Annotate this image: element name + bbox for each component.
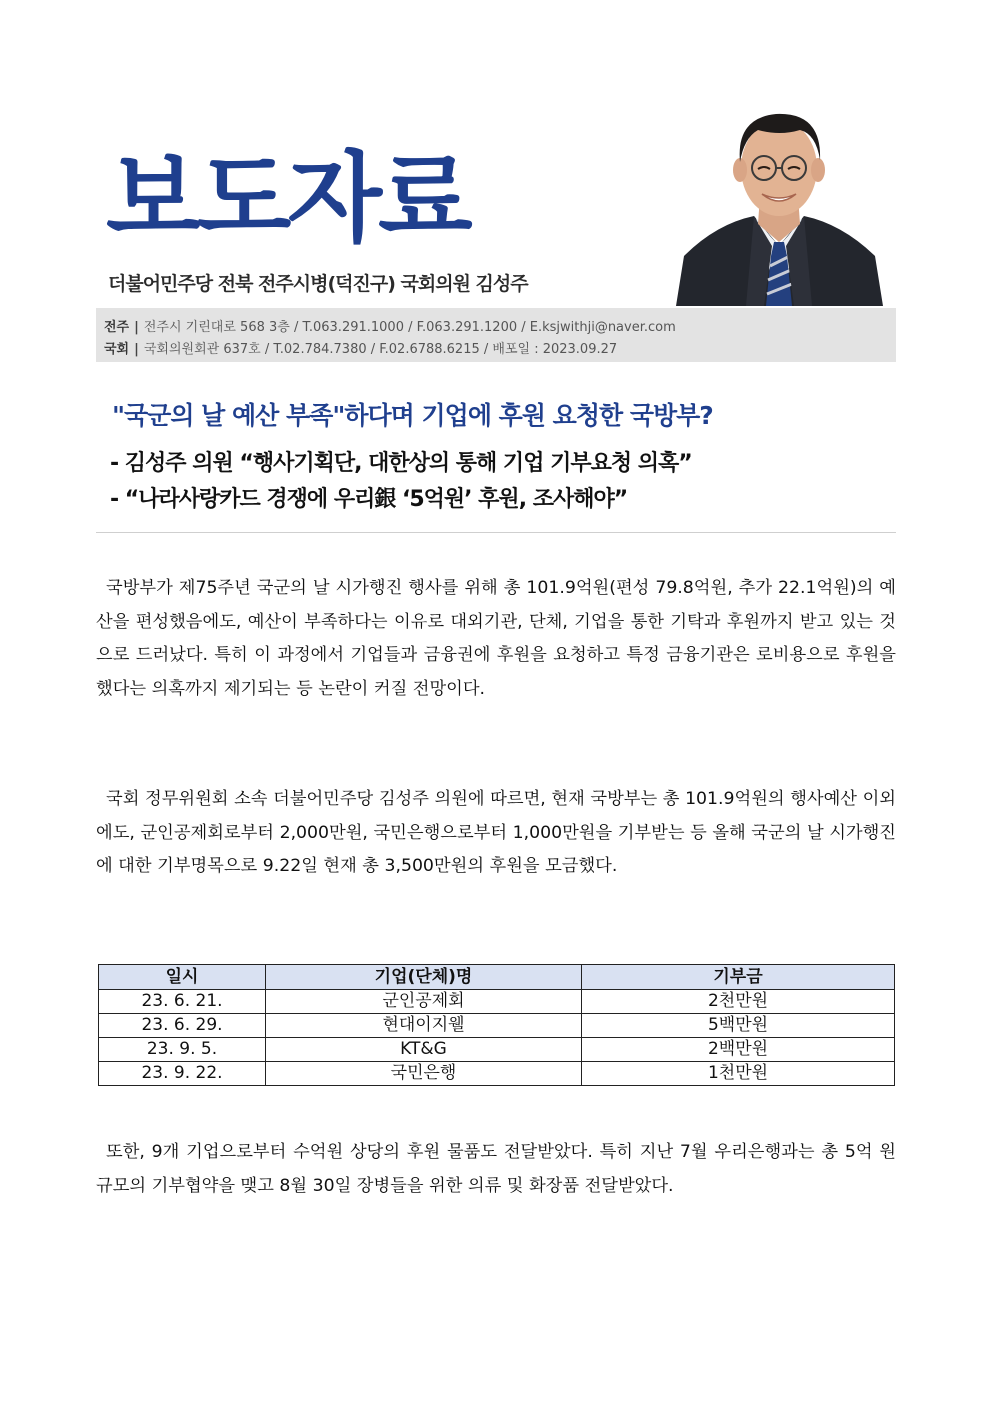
table-row [99,1062,895,1086]
subheadline-1: - 김성주 의원 “행사기획단, 대한상의 통해 기업 기부요청 의혹” [110,451,692,476]
cell-amount: 5백만원 [582,1014,895,1038]
table-row [99,990,895,1014]
header-amount: 기부금 [582,965,895,990]
subheadline-2: - “나라사랑카드 경쟁에 우리銀 ‘5억원’ 후원, 조사해야” [110,487,628,512]
cell-date: 23. 6. 29. [99,1014,266,1038]
masthead-subtitle: 더불어민주당 전북 전주시병(덕진구) 국회의원 김성주 [108,273,528,295]
headline: "국군의 날 예산 부족"하다며 기업에 후원 요청한 국방부? [112,401,713,430]
cell-organization: 국민은행 [266,1062,582,1086]
cell-date: 23. 9. 22. [99,1062,266,1086]
cell-amount: 2천만원 [582,990,895,1014]
header-organization: 기업(단체)명 [266,965,582,990]
cell-date: 23. 9. 5. [99,1038,266,1062]
divider [96,532,896,533]
cell-organization: 현대이지웰 [266,1014,582,1038]
contact-jeonju: 전주 | 전주시 기린대로 568 3층 / T.063.291.1000 / F.063.291.1200 / E.ksjwithji@naver.com [104,320,676,335]
contact-bar [96,308,896,362]
masthead-title: 보도자료 [106,142,469,256]
body-paragraph-1: 국방부가 제75주년 국군의 날 시가행진 행사를 위해 총 101.9억원(편성 79.8억원, 추가 22.1억원)의 예산을 편성했음에도, 예산이 부족하다는 이유로 대외기관, 단체, 기업을 통한 기탁과 후원까지 받고 있는 것으로 드러났다. 특히 이 과정에서 기업들과 금융권에 후원을 요청하고 특정 금융기관은 로비용으로 후원을 했다는 의혹까지 제기되는 등 논란이 커질 전망이다. [96,578,896,699]
cell-amount: 1천만원 [582,1062,895,1086]
lawmaker-portrait [676,96,883,306]
table-header-row [99,965,895,990]
contact-assembly: 국회 | 국회의원회관 637호 / T.02.784.7380 / F.02.6788.6215 / 배포일 : 2023.09.27 [104,342,618,357]
body-paragraph-2: 국회 정무위원회 소속 더불어민주당 김성주 의원에 따르면, 현재 국방부는 총 101.9억원의 행사예산 이외에도, 군인공제회로부터 2,000만원, 국민은행으로부터 1,000만원을 기부받는 등 올해 국군의 날 시가행진에 대한 기부명목으로 9.22일 현재 총 3,500만원의 후원을 모금했다. [96,789,896,876]
cell-organization: 군인공제회 [266,990,582,1014]
contact-assembly-label: 국회 [104,342,130,357]
contact-assembly-text: 국회의원회관 637호 / T.02.784.7380 / F.02.6788.6215 / 배포일 : 2023.09.27 [143,342,618,357]
donation-table [98,964,895,1086]
contact-jeonju-label: 전주 [104,320,130,335]
table-row [99,1038,895,1062]
body-paragraph-3: 또한, 9개 기업으로부터 수억원 상당의 후원 물품도 전달받았다. 특히 지난 7월 우리은행과는 총 5억 원 규모의 기부협약을 맺고 8월 30일 장병들을 위한 의류 및 화장품 전달받았다. [96,1142,896,1196]
cell-date: 23. 6. 21. [99,990,266,1014]
table-row [99,1014,895,1038]
contact-jeonju-text: 전주시 기린대로 568 3층 / T.063.291.1000 / F.063.291.1200 / E.ksjwithji@naver.com [143,320,676,335]
cell-organization: KT&G [266,1038,582,1062]
header-date: 일시 [99,965,266,990]
cell-amount: 2백만원 [582,1038,895,1062]
